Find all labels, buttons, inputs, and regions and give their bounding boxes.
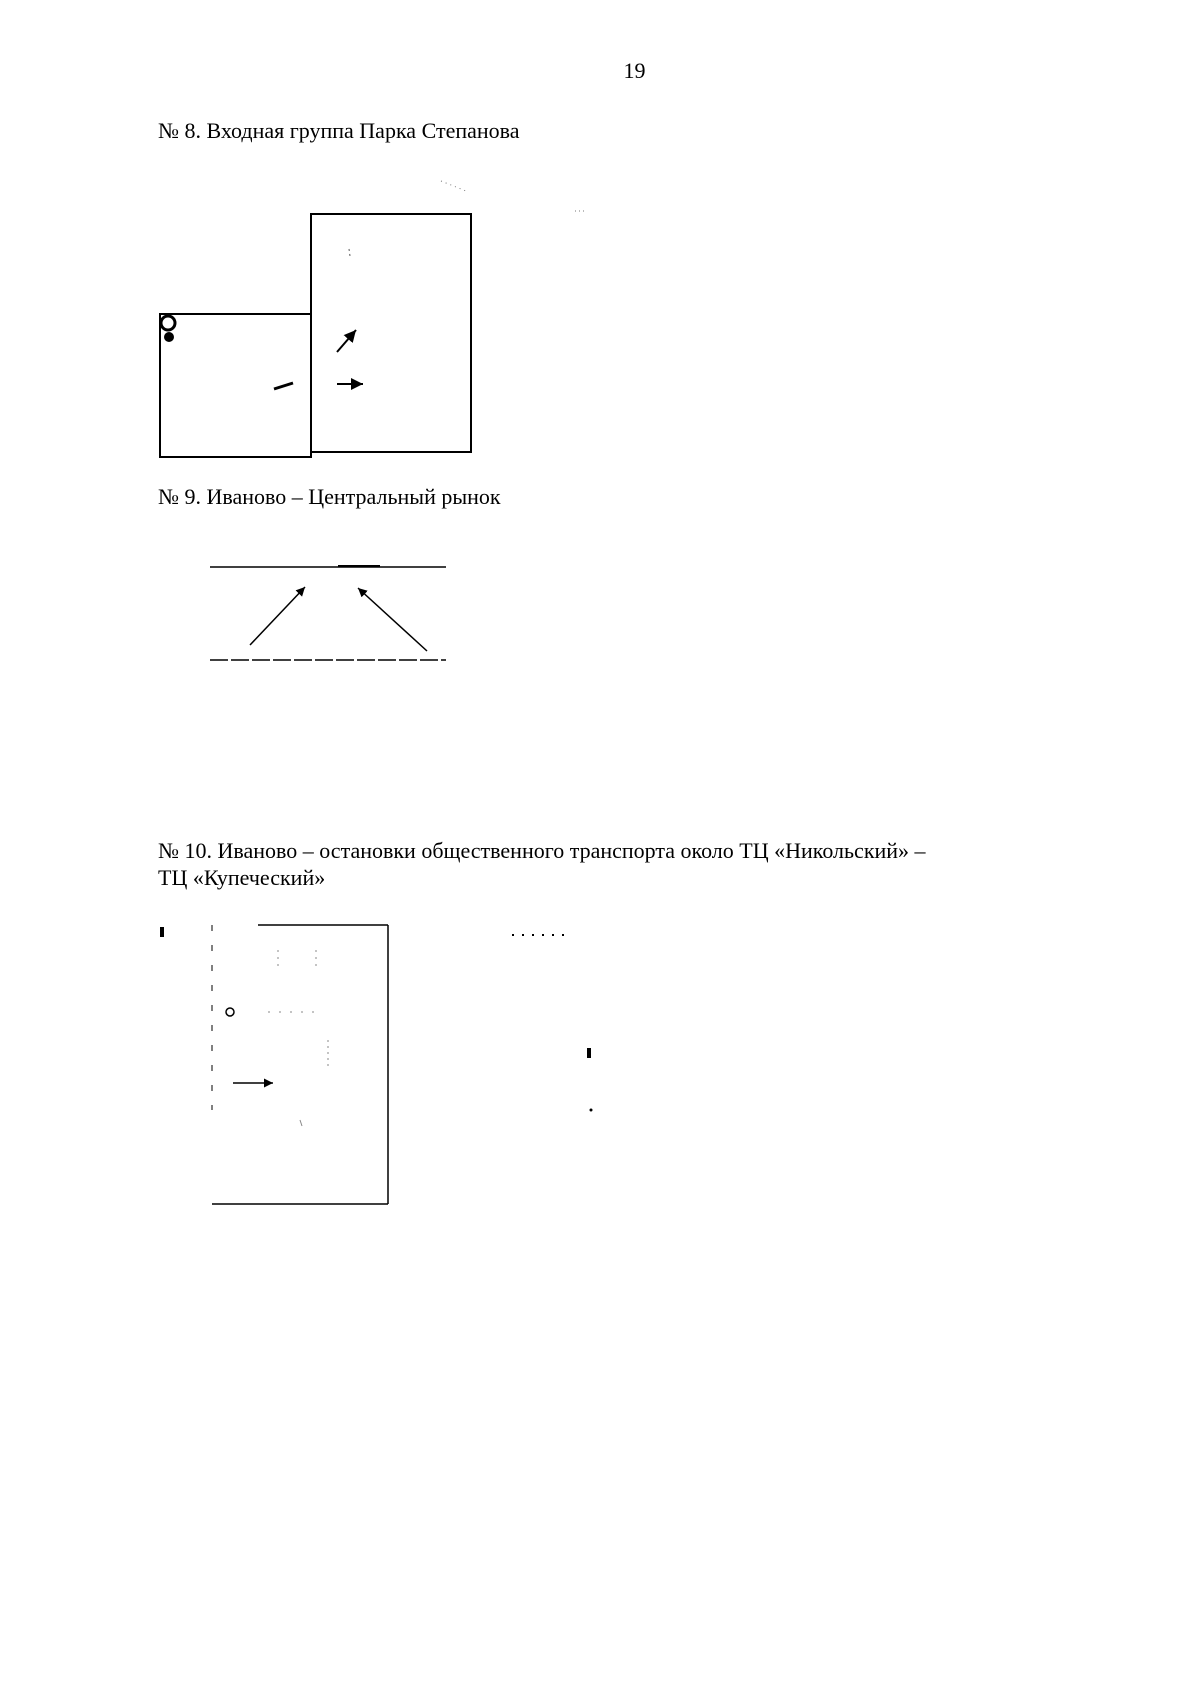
scan-mark bbox=[300, 1120, 302, 1126]
scan-mark bbox=[590, 1109, 593, 1112]
section-10-diagram-content bbox=[160, 925, 593, 1204]
section-10-heading-line-1: № 10. Иваново – остановки общественного транспорта около ТЦ «Никольский» – bbox=[158, 838, 926, 863]
section-8-heading: № 8. Входная группа Парка Степанова bbox=[158, 118, 520, 143]
section-10-heading-line-2: ТЦ «Купеческий» bbox=[158, 865, 326, 890]
page-number: 19 bbox=[623, 58, 646, 83]
edge-mark bbox=[587, 1048, 591, 1058]
stop-marker-icon bbox=[226, 1008, 234, 1016]
section-9-heading: № 9. Иваново – Центральный рынок bbox=[158, 484, 501, 509]
edge-mark bbox=[160, 927, 164, 937]
